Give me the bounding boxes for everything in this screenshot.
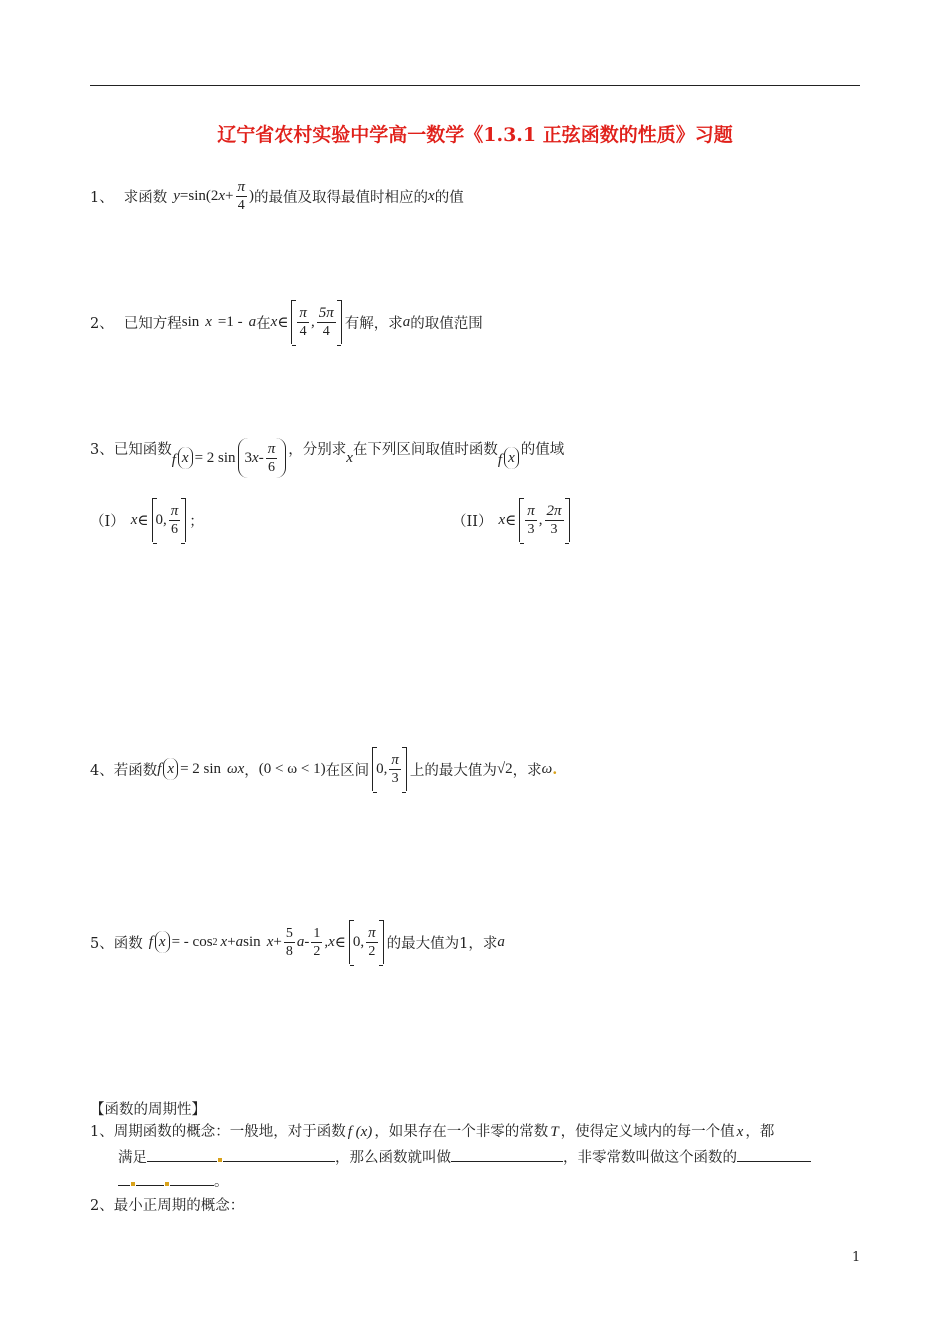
q4-comma: ， — [244, 762, 259, 779]
p1-text1: 周期函数的概念：一般地，对于函数 — [113, 1124, 346, 1140]
q3-part2-frac-b-num: 2π — [546, 502, 562, 519]
q5-sin: sin — [243, 933, 261, 950]
question-5 — [90, 920, 505, 964]
q3-x3: x — [346, 449, 353, 466]
q1-plus: + — [225, 187, 234, 204]
q5-x3: x — [266, 933, 274, 950]
q3-x4: x — [508, 449, 515, 466]
header-rule — [90, 85, 860, 86]
q1-frac-den: 4 — [237, 197, 245, 213]
q5-f: f — [148, 933, 153, 950]
q2-number: 2、 — [90, 315, 114, 332]
q5-frac-b-num: 1 — [313, 925, 321, 941]
blank-3c — [136, 1171, 164, 1186]
q5-a3: a — [497, 933, 505, 950]
q3-prefix: 已知函数 — [113, 441, 172, 458]
blank-2 — [451, 1147, 563, 1162]
q4-eq: = 2 sin — [180, 760, 222, 777]
q3-fraction — [266, 441, 278, 476]
q3-part2-frac-a-num: π — [527, 502, 535, 519]
q1-x2: x — [428, 187, 435, 204]
q4-f: f — [157, 760, 162, 777]
q5-a2: a — [296, 933, 305, 950]
q3-part2-frac-b — [545, 503, 564, 538]
q5-plus: + — [227, 933, 236, 950]
p2-number: 2、 — [90, 1198, 114, 1214]
q5-plus2: + — [273, 933, 282, 950]
q5-number: 5、 — [90, 935, 114, 952]
section-para-1-line-2 — [118, 1146, 811, 1170]
q4-prefix: 若函数 — [113, 762, 158, 779]
q5-x: x — [158, 933, 166, 950]
q5-mid: 的最大值为1，求 — [386, 935, 498, 952]
page-number: 1 — [852, 1250, 861, 1265]
q2-x2: x — [270, 313, 278, 330]
q3-part1-x: x — [130, 511, 138, 528]
question-1 — [90, 176, 464, 216]
q4-sqrt: √2 — [496, 760, 513, 777]
q3-part1-frac-num: π — [170, 502, 179, 519]
q1-eq: =sin(2 — [179, 187, 219, 204]
q2-x: x — [205, 313, 212, 330]
dot-mark-3 — [165, 1182, 169, 1186]
q3-part2-in: ∈ — [505, 512, 517, 529]
q1-end: 的值 — [434, 189, 464, 206]
q3-part1-end: ； — [189, 513, 204, 530]
q3-part-2 — [452, 498, 573, 542]
q2-at: 在 — [256, 315, 271, 332]
q3-mid2: 在下列区间取值时函数 — [352, 441, 498, 458]
q3-part2-label: （II） — [452, 513, 493, 530]
q3-part2-x: x — [498, 511, 506, 528]
q2-end: 的取值范围 — [410, 315, 483, 332]
q3-fx-paren — [178, 447, 193, 469]
q4-mid2: 上的最大值为 — [409, 762, 497, 779]
p1-text3: ，使得定义域内的每一个值 — [560, 1124, 735, 1140]
q3-x2: x — [252, 449, 259, 466]
q3-part2-frac-a-den: 3 — [527, 521, 535, 537]
blank-3 — [737, 1147, 811, 1162]
q3-part1-zero: 0, — [155, 511, 167, 528]
q3-paren — [238, 438, 287, 478]
q5-eq: = - cos — [171, 933, 213, 950]
p1-T: T — [550, 1124, 559, 1140]
section-heading: 【函数的周期性】 — [90, 1102, 206, 1118]
p1-fx: f (x) — [347, 1124, 373, 1140]
q4-x: x — [167, 760, 175, 777]
q3-part1-interval — [152, 498, 187, 542]
q3-part1-in: ∈ — [137, 512, 149, 529]
q4-zero: 0, — [376, 760, 388, 777]
q1-post: 的最值及取得最值时相应的 — [254, 189, 429, 206]
section-para-2 — [90, 1194, 244, 1218]
q3-three: 3 — [244, 449, 253, 466]
q5-comma: , — [324, 933, 329, 950]
blank-3d — [170, 1171, 214, 1186]
q1-y: y — [173, 187, 180, 204]
q3-part2-interval — [519, 498, 569, 542]
p1-line3-end: 。 — [214, 1174, 229, 1190]
q5-square: 2 — [212, 936, 218, 948]
blank-3b — [118, 1171, 130, 1186]
q2-mid: 有解，求 — [344, 315, 403, 332]
q5-frac-a-num: 5 — [285, 925, 293, 941]
q4-frac-num: π — [391, 751, 399, 768]
q2-a2: a — [402, 313, 411, 330]
q5-a: a — [235, 933, 244, 950]
q2-sin: sin — [181, 313, 200, 330]
q1-x: x — [218, 187, 226, 204]
q3-f2: f — [497, 451, 503, 468]
q3-frac-den: 6 — [267, 459, 275, 475]
blank-1b — [223, 1147, 335, 1162]
q3-part2-comma: , — [538, 511, 543, 528]
q3-f: f — [171, 451, 176, 468]
q4-number: 4、 — [90, 762, 114, 779]
q3-number: 3、 — [90, 441, 114, 458]
q2-comma: , — [310, 313, 315, 330]
q2-prefix: 已知方程 — [123, 315, 182, 332]
q3-part1-frac-den: 6 — [171, 521, 179, 537]
p1-line2-c: ，非零常数叫做这个函数的 — [563, 1150, 737, 1166]
q3-part1-frac — [169, 503, 181, 538]
q3-eq: = 2 sin — [194, 449, 236, 466]
q4-mid: 在区间 — [325, 762, 370, 779]
q3-part2-frac-b-den: 3 — [550, 521, 558, 537]
section-para-1 — [90, 1120, 774, 1144]
q5-frac-b — [311, 925, 322, 960]
q5-prefix: 函数 — [113, 935, 143, 952]
q4-end: ，求 — [512, 762, 542, 779]
q4-wx: ωx — [227, 760, 245, 777]
q1-close: ) — [249, 187, 255, 204]
question-3 — [90, 426, 565, 475]
q2-eq: =1 - — [217, 313, 243, 330]
q3-fx2-paren — [504, 447, 519, 469]
q4-dot: . — [552, 760, 558, 778]
q5-frac-a-den: 8 — [285, 943, 293, 959]
q1-number: 1、 — [90, 189, 114, 206]
q2-interval — [291, 300, 341, 344]
q5-minus: - — [304, 933, 310, 950]
dot-mark-1 — [218, 1158, 222, 1162]
q3-minus: - — [258, 449, 264, 466]
q5-frac-c — [366, 925, 378, 960]
q3-frac-num: π — [267, 440, 276, 457]
q2-a: a — [248, 313, 257, 330]
section-para-1-line-3 — [118, 1170, 229, 1194]
p1-line2-a: 满足 — [118, 1150, 147, 1166]
blank-1a — [147, 1147, 217, 1162]
p1-x: x — [736, 1124, 744, 1140]
p1-text4: ，都 — [745, 1124, 775, 1140]
q5-in: ∈ — [334, 934, 346, 951]
q5-frac-c-den: 2 — [368, 943, 376, 959]
q1-frac-num: π — [237, 178, 246, 195]
q5-fx-paren — [155, 931, 170, 953]
question-2 — [90, 300, 483, 344]
q2-frac-a — [297, 305, 309, 340]
q3-part-1 — [90, 498, 204, 542]
q3-mid: ，分别求 — [288, 441, 347, 458]
q5-x2: x — [220, 933, 228, 950]
q1-prefix: 求函数 — [123, 189, 168, 206]
q3-part1-label: （I） — [90, 513, 125, 530]
dot-mark-2 — [131, 1182, 135, 1186]
q5-frac-c-num: π — [368, 924, 376, 941]
q4-frac-den: 3 — [391, 770, 399, 786]
q2-frac-a-den: 4 — [299, 323, 307, 339]
q5-frac-a — [284, 925, 295, 960]
page-title: 辽宁省农村实验中学高一数学《1.3.1 正弦函数的性质》习题 — [217, 124, 733, 146]
q3-end: 的值域 — [520, 441, 565, 458]
p1-line2-b: ，那么函数就叫做 — [335, 1150, 451, 1166]
q5-frac-b-den: 2 — [313, 943, 321, 959]
q1-fraction — [236, 179, 248, 214]
q3-x: x — [181, 449, 189, 466]
q5-interval — [349, 920, 384, 964]
q2-frac-b — [317, 305, 336, 340]
q4-interval — [372, 747, 407, 791]
q2-in: ∈ — [277, 314, 289, 331]
q4-frac — [389, 752, 401, 787]
p1-text2: ，如果存在一个非零的常数 — [374, 1124, 549, 1140]
q4-omega: ω — [541, 760, 553, 777]
q4-condition: (0 < ω < 1) — [258, 760, 326, 777]
question-4 — [90, 747, 557, 791]
q5-zero: 0, — [352, 933, 365, 950]
q2-frac-b-den: 4 — [322, 323, 330, 339]
q2-frac-b-num: 5π — [318, 304, 334, 321]
q4-fx-paren — [163, 758, 178, 780]
q2-frac-a-num: π — [299, 304, 307, 321]
p1-number: 1、 — [90, 1124, 114, 1140]
p2-text: 最小正周期的概念： — [113, 1198, 245, 1214]
q3-part2-frac-a — [525, 503, 537, 538]
q5-x4: x — [328, 933, 335, 950]
